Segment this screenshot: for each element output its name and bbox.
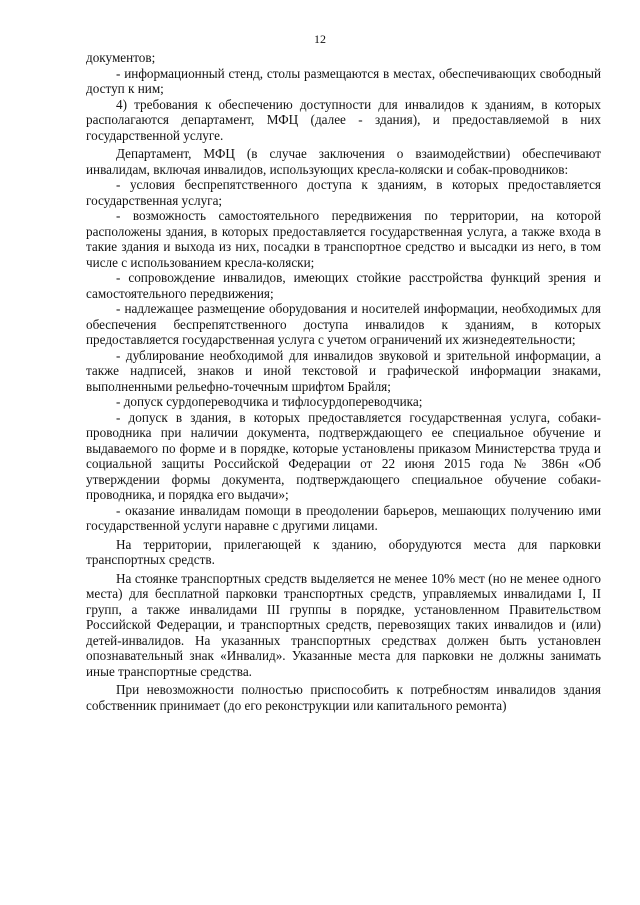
page-number: 12: [314, 32, 326, 46]
paragraph: Департамент, МФЦ (в случае заключения о взаимодействии) обеспечивают инвалидам, включая инвалидов, использующих кресла-коляски и собак-проводников:: [86, 146, 601, 177]
paragraph: - надлежащее размещение оборудования и носителей информации, необходимых для обеспечения беспрепятственного доступа инвалидов к зданиям, в которых предоставляется государственная услуга с учетом ограничений их жизнедеятельности;: [86, 301, 601, 347]
paragraph: документов;: [86, 50, 156, 65]
paragraph: На территории, прилегающей к зданию, оборудуются места для парковки транспортных средств.: [86, 536, 601, 567]
paragraph: 4) требования к обеспечению доступности для инвалидов к зданиям, в которых располагаются департамент, МФЦ (далее - здания), и предоставляемой в них государственной услуге.: [86, 96, 601, 143]
paragraph: - возможность самостоятельного передвижения по территории, на которой расположены здания, в которых предоставляется государственная услуга, а также входа в такие здания и выхода из них, посадки в транспортное средство и высадки из него, в том числе с использованием кресла-коляски;: [86, 208, 601, 270]
paragraph: - информационный стенд, столы размещаются в местах, обеспечивающих свободный доступ к ним;: [86, 65, 601, 96]
paragraph: - оказание инвалидам помощи в преодолении барьеров, мешающих получению ими государственной услуги наравне с другими лицами.: [86, 502, 601, 533]
paragraph: При невозможности полностью приспособить к потребностям инвалидов здания собственник принимает (до его реконструкции или капитального ремонта): [86, 682, 601, 713]
document-body: [86, 50, 601, 713]
paragraph: - условия беспрепятственного доступа к зданиям, в которых предоставляется государственная услуга;: [86, 177, 601, 208]
paragraph: На стоянке транспортных средств выделяется не менее 10% мест (но не менее одного места) для бесплатной парковки транспортных средств, управляемых инвалидами I, II групп, а также инвалидами III группы в порядке, установленном Правительством Российской Федерации, и транспортных средств, перевозящих таких инвалидов и (или) детей-инвалидов. На указанных транспортных средствах должен быть установлен опознавательный знак «Инвалид». Указанные места для парковки не должны занимать иные транспортные средства.: [86, 570, 601, 679]
paragraph: - допуск в здания, в которых предоставляется государственная услуга, собаки-проводника при наличии документа, подтверждающего ее специальное обучение и выдаваемого по форме и в порядке, которые установлены приказом Министерства труда и социальной защиты Российской Федерации от 22 июня 2015 года № 386н «Об утверждении формы документа, подтверждающего специальное обучение собаки-проводника, и порядка его выдачи»;: [86, 409, 601, 502]
paragraph: - сопровождение инвалидов, имеющих стойкие расстройства функций зрения и самостоятельного передвижения;: [86, 270, 601, 301]
paragraph: - допуск сурдопереводчика и тифлосурдопереводчика;: [116, 394, 423, 409]
paragraph: - дублирование необходимой для инвалидов звуковой и зрительной информации, а также надписей, знаков и иной текстовой и графической информации знаками, выполненными рельефно-точечным шрифтом Брайля;: [86, 347, 601, 394]
